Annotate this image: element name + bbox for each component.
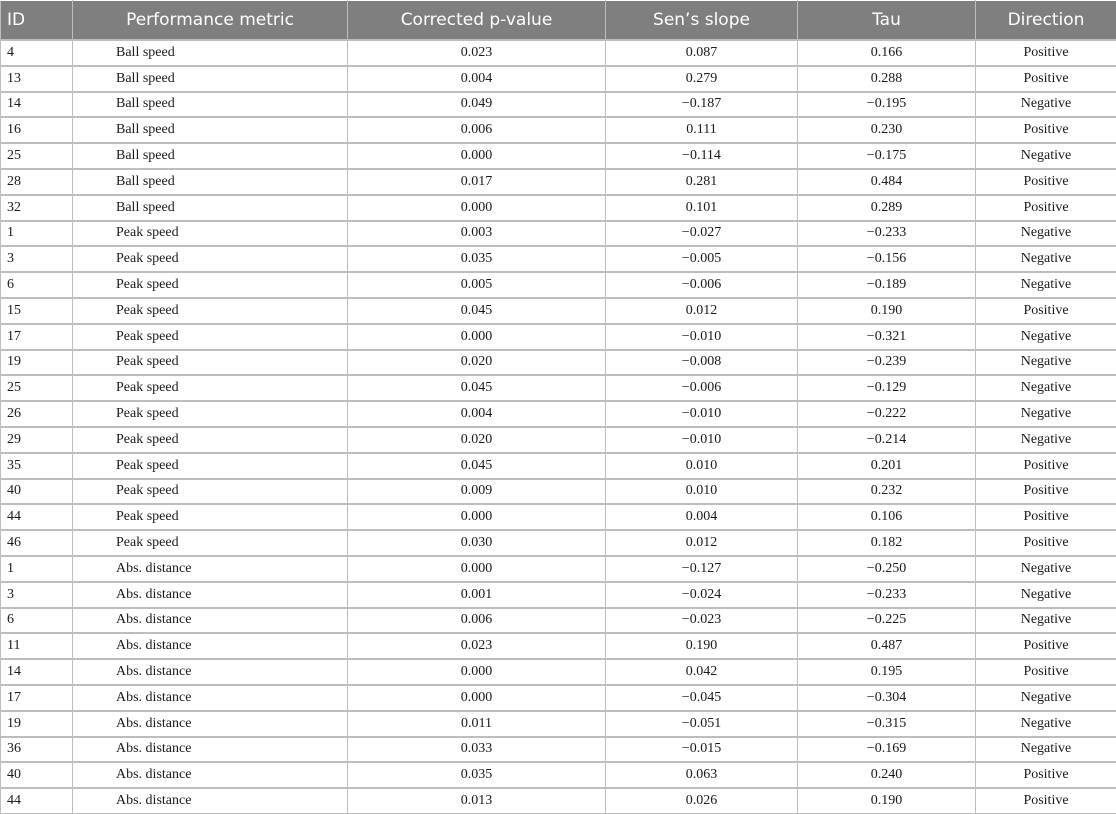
cell-corrected-p-value: 0.004 xyxy=(348,401,606,427)
cell-direction: Positive xyxy=(976,633,1116,659)
cell-direction: Positive xyxy=(976,762,1116,788)
cell-sens-slope: 0.010 xyxy=(606,453,798,479)
cell-tau: 0.190 xyxy=(798,298,976,324)
cell-id: 19 xyxy=(1,711,73,737)
cell-id: 15 xyxy=(1,298,73,324)
cell-corrected-p-value: 0.045 xyxy=(348,375,606,401)
cell-sens-slope: −0.024 xyxy=(606,582,798,608)
cell-tau: 0.484 xyxy=(798,169,976,195)
header-tau: Tau xyxy=(798,1,976,41)
table-row xyxy=(1,40,1116,66)
cell-sens-slope: 0.063 xyxy=(606,762,798,788)
table-row xyxy=(1,737,1116,763)
table-header xyxy=(1,1,1116,41)
cell-id: 44 xyxy=(1,504,73,530)
cell-sens-slope: −0.010 xyxy=(606,401,798,427)
cell-performance-metric: Abs. distance xyxy=(73,788,348,813)
cell-direction: Positive xyxy=(976,504,1116,530)
cell-corrected-p-value: 0.011 xyxy=(348,711,606,737)
cell-performance-metric: Peak speed xyxy=(73,272,348,298)
cell-corrected-p-value: 0.006 xyxy=(348,608,606,634)
cell-tau: −0.129 xyxy=(798,375,976,401)
cell-direction: Negative xyxy=(976,608,1116,634)
table-row xyxy=(1,324,1116,350)
cell-tau: 0.190 xyxy=(798,788,976,813)
cell-corrected-p-value: 0.009 xyxy=(348,479,606,505)
table-row xyxy=(1,195,1116,221)
cell-sens-slope: 0.279 xyxy=(606,66,798,92)
cell-tau: 0.166 xyxy=(798,40,976,66)
table-row xyxy=(1,298,1116,324)
cell-id: 25 xyxy=(1,143,73,169)
cell-performance-metric: Ball speed xyxy=(73,66,348,92)
cell-id: 3 xyxy=(1,582,73,608)
cell-direction: Negative xyxy=(976,221,1116,247)
table-row xyxy=(1,659,1116,685)
cell-tau: 0.289 xyxy=(798,195,976,221)
cell-direction: Negative xyxy=(976,143,1116,169)
cell-direction: Positive xyxy=(976,195,1116,221)
cell-direction: Negative xyxy=(976,737,1116,763)
cell-id: 28 xyxy=(1,169,73,195)
cell-sens-slope: −0.006 xyxy=(606,272,798,298)
cell-id: 3 xyxy=(1,246,73,272)
cell-tau: −0.189 xyxy=(798,272,976,298)
cell-corrected-p-value: 0.005 xyxy=(348,272,606,298)
cell-id: 14 xyxy=(1,659,73,685)
cell-performance-metric: Peak speed xyxy=(73,479,348,505)
table-row xyxy=(1,66,1116,92)
cell-direction: Negative xyxy=(976,582,1116,608)
cell-performance-metric: Ball speed xyxy=(73,92,348,118)
cell-corrected-p-value: 0.000 xyxy=(348,659,606,685)
cell-tau: −0.156 xyxy=(798,246,976,272)
cell-sens-slope: 0.042 xyxy=(606,659,798,685)
cell-sens-slope: −0.114 xyxy=(606,143,798,169)
cell-id: 14 xyxy=(1,92,73,118)
cell-tau: −0.233 xyxy=(798,221,976,247)
cell-id: 1 xyxy=(1,221,73,247)
cell-sens-slope: −0.006 xyxy=(606,375,798,401)
table-row xyxy=(1,504,1116,530)
cell-tau: −0.222 xyxy=(798,401,976,427)
cell-corrected-p-value: 0.017 xyxy=(348,169,606,195)
cell-id: 46 xyxy=(1,530,73,556)
table-row xyxy=(1,556,1116,582)
header-id: ID xyxy=(1,1,73,41)
header-sens-slope: Sen’s slope xyxy=(606,1,798,41)
cell-performance-metric: Ball speed xyxy=(73,195,348,221)
cell-sens-slope: 0.012 xyxy=(606,530,798,556)
cell-performance-metric: Abs. distance xyxy=(73,685,348,711)
cell-corrected-p-value: 0.000 xyxy=(348,324,606,350)
cell-id: 4 xyxy=(1,40,73,66)
cell-sens-slope: 0.012 xyxy=(606,298,798,324)
cell-performance-metric: Abs. distance xyxy=(73,633,348,659)
cell-id: 13 xyxy=(1,66,73,92)
cell-id: 36 xyxy=(1,737,73,763)
cell-direction: Positive xyxy=(976,788,1116,813)
cell-tau: −0.195 xyxy=(798,92,976,118)
table-row xyxy=(1,92,1116,118)
cell-sens-slope: −0.010 xyxy=(606,324,798,350)
cell-sens-slope: −0.015 xyxy=(606,737,798,763)
cell-direction: Negative xyxy=(976,350,1116,376)
cell-corrected-p-value: 0.020 xyxy=(348,350,606,376)
cell-tau: −0.304 xyxy=(798,685,976,711)
cell-tau: −0.239 xyxy=(798,350,976,376)
cell-direction: Positive xyxy=(976,659,1116,685)
cell-performance-metric: Peak speed xyxy=(73,530,348,556)
cell-corrected-p-value: 0.000 xyxy=(348,143,606,169)
header-corrected-p-value: Corrected p-value xyxy=(348,1,606,41)
cell-corrected-p-value: 0.023 xyxy=(348,633,606,659)
cell-performance-metric: Peak speed xyxy=(73,504,348,530)
cell-corrected-p-value: 0.000 xyxy=(348,504,606,530)
cell-sens-slope: −0.005 xyxy=(606,246,798,272)
cell-id: 1 xyxy=(1,556,73,582)
cell-tau: −0.175 xyxy=(798,143,976,169)
table-row xyxy=(1,117,1116,143)
table-row xyxy=(1,608,1116,634)
cell-performance-metric: Peak speed xyxy=(73,453,348,479)
cell-tau: −0.169 xyxy=(798,737,976,763)
table-row xyxy=(1,272,1116,298)
cell-direction: Negative xyxy=(976,401,1116,427)
cell-direction: Positive xyxy=(976,453,1116,479)
cell-corrected-p-value: 0.000 xyxy=(348,556,606,582)
table-row xyxy=(1,427,1116,453)
cell-performance-metric: Abs. distance xyxy=(73,659,348,685)
cell-sens-slope: 0.101 xyxy=(606,195,798,221)
cell-tau: 0.240 xyxy=(798,762,976,788)
cell-performance-metric: Ball speed xyxy=(73,117,348,143)
cell-tau: 0.230 xyxy=(798,117,976,143)
cell-performance-metric: Abs. distance xyxy=(73,711,348,737)
cell-sens-slope: −0.127 xyxy=(606,556,798,582)
cell-performance-metric: Abs. distance xyxy=(73,556,348,582)
table-row xyxy=(1,169,1116,195)
cell-performance-metric: Peak speed xyxy=(73,246,348,272)
cell-direction: Positive xyxy=(976,66,1116,92)
cell-direction: Negative xyxy=(976,92,1116,118)
cell-sens-slope: −0.027 xyxy=(606,221,798,247)
cell-id: 19 xyxy=(1,350,73,376)
cell-corrected-p-value: 0.006 xyxy=(348,117,606,143)
cell-sens-slope: −0.023 xyxy=(606,608,798,634)
cell-id: 6 xyxy=(1,608,73,634)
cell-performance-metric: Peak speed xyxy=(73,401,348,427)
cell-performance-metric: Peak speed xyxy=(73,427,348,453)
cell-id: 25 xyxy=(1,375,73,401)
cell-direction: Positive xyxy=(976,117,1116,143)
cell-performance-metric: Ball speed xyxy=(73,40,348,66)
cell-tau: 0.195 xyxy=(798,659,976,685)
cell-tau: −0.225 xyxy=(798,608,976,634)
cell-sens-slope: 0.190 xyxy=(606,633,798,659)
cell-tau: −0.214 xyxy=(798,427,976,453)
cell-direction: Negative xyxy=(976,324,1116,350)
cell-tau: 0.182 xyxy=(798,530,976,556)
table-row xyxy=(1,401,1116,427)
header-direction: Direction xyxy=(976,1,1116,41)
table-row xyxy=(1,685,1116,711)
cell-id: 17 xyxy=(1,324,73,350)
cell-performance-metric: Ball speed xyxy=(73,169,348,195)
cell-corrected-p-value: 0.049 xyxy=(348,92,606,118)
table-row xyxy=(1,375,1116,401)
cell-corrected-p-value: 0.030 xyxy=(348,530,606,556)
cell-corrected-p-value: 0.045 xyxy=(348,453,606,479)
table-body xyxy=(1,40,1116,813)
cell-id: 44 xyxy=(1,788,73,813)
cell-tau: 0.106 xyxy=(798,504,976,530)
cell-corrected-p-value: 0.000 xyxy=(348,195,606,221)
cell-id: 16 xyxy=(1,117,73,143)
table-row xyxy=(1,788,1116,813)
table-row xyxy=(1,350,1116,376)
cell-direction: Positive xyxy=(976,40,1116,66)
table-row xyxy=(1,762,1116,788)
cell-sens-slope: −0.045 xyxy=(606,685,798,711)
cell-direction: Negative xyxy=(976,556,1116,582)
cell-corrected-p-value: 0.033 xyxy=(348,737,606,763)
cell-corrected-p-value: 0.045 xyxy=(348,298,606,324)
header-row xyxy=(1,1,1116,41)
cell-tau: 0.201 xyxy=(798,453,976,479)
cell-corrected-p-value: 0.004 xyxy=(348,66,606,92)
cell-performance-metric: Ball speed xyxy=(73,143,348,169)
cell-performance-metric: Peak speed xyxy=(73,221,348,247)
table-row xyxy=(1,143,1116,169)
cell-id: 26 xyxy=(1,401,73,427)
cell-id: 11 xyxy=(1,633,73,659)
cell-direction: Negative xyxy=(976,427,1116,453)
cell-performance-metric: Abs. distance xyxy=(73,737,348,763)
cell-tau: 0.288 xyxy=(798,66,976,92)
cell-corrected-p-value: 0.035 xyxy=(348,762,606,788)
table-row xyxy=(1,530,1116,556)
cell-id: 35 xyxy=(1,453,73,479)
table-row xyxy=(1,582,1116,608)
cell-sens-slope: 0.026 xyxy=(606,788,798,813)
cell-id: 32 xyxy=(1,195,73,221)
table-row xyxy=(1,246,1116,272)
cell-corrected-p-value: 0.000 xyxy=(348,685,606,711)
cell-id: 17 xyxy=(1,685,73,711)
cell-sens-slope: 0.004 xyxy=(606,504,798,530)
cell-corrected-p-value: 0.013 xyxy=(348,788,606,813)
cell-tau: −0.250 xyxy=(798,556,976,582)
cell-sens-slope: −0.187 xyxy=(606,92,798,118)
cell-direction: Negative xyxy=(976,272,1116,298)
cell-performance-metric: Peak speed xyxy=(73,375,348,401)
cell-performance-metric: Peak speed xyxy=(73,324,348,350)
cell-tau: 0.232 xyxy=(798,479,976,505)
cell-performance-metric: Abs. distance xyxy=(73,582,348,608)
cell-performance-metric: Abs. distance xyxy=(73,762,348,788)
cell-id: 6 xyxy=(1,272,73,298)
cell-direction: Positive xyxy=(976,298,1116,324)
cell-tau: −0.315 xyxy=(798,711,976,737)
table-row xyxy=(1,221,1116,247)
cell-direction: Positive xyxy=(976,530,1116,556)
table-row xyxy=(1,633,1116,659)
table-row xyxy=(1,479,1116,505)
cell-performance-metric: Abs. distance xyxy=(73,608,348,634)
cell-corrected-p-value: 0.023 xyxy=(348,40,606,66)
cell-direction: Negative xyxy=(976,375,1116,401)
cell-sens-slope: 0.010 xyxy=(606,479,798,505)
cell-corrected-p-value: 0.001 xyxy=(348,582,606,608)
cell-sens-slope: −0.010 xyxy=(606,427,798,453)
cell-sens-slope: 0.111 xyxy=(606,117,798,143)
cell-corrected-p-value: 0.003 xyxy=(348,221,606,247)
cell-tau: −0.321 xyxy=(798,324,976,350)
cell-corrected-p-value: 0.035 xyxy=(348,246,606,272)
cell-corrected-p-value: 0.020 xyxy=(348,427,606,453)
cell-sens-slope: −0.051 xyxy=(606,711,798,737)
cell-tau: 0.487 xyxy=(798,633,976,659)
cell-direction: Negative xyxy=(976,246,1116,272)
cell-direction: Negative xyxy=(976,711,1116,737)
cell-performance-metric: Peak speed xyxy=(73,350,348,376)
cell-direction: Positive xyxy=(976,479,1116,505)
cell-sens-slope: 0.087 xyxy=(606,40,798,66)
cell-sens-slope: −0.008 xyxy=(606,350,798,376)
cell-performance-metric: Peak speed xyxy=(73,298,348,324)
cell-direction: Positive xyxy=(976,169,1116,195)
cell-direction: Negative xyxy=(976,685,1116,711)
cell-sens-slope: 0.281 xyxy=(606,169,798,195)
cell-tau: −0.233 xyxy=(798,582,976,608)
cell-id: 29 xyxy=(1,427,73,453)
header-performance-metric: Performance metric xyxy=(73,1,348,41)
cell-id: 40 xyxy=(1,479,73,505)
table-row xyxy=(1,453,1116,479)
table-row xyxy=(1,711,1116,737)
cell-id: 40 xyxy=(1,762,73,788)
